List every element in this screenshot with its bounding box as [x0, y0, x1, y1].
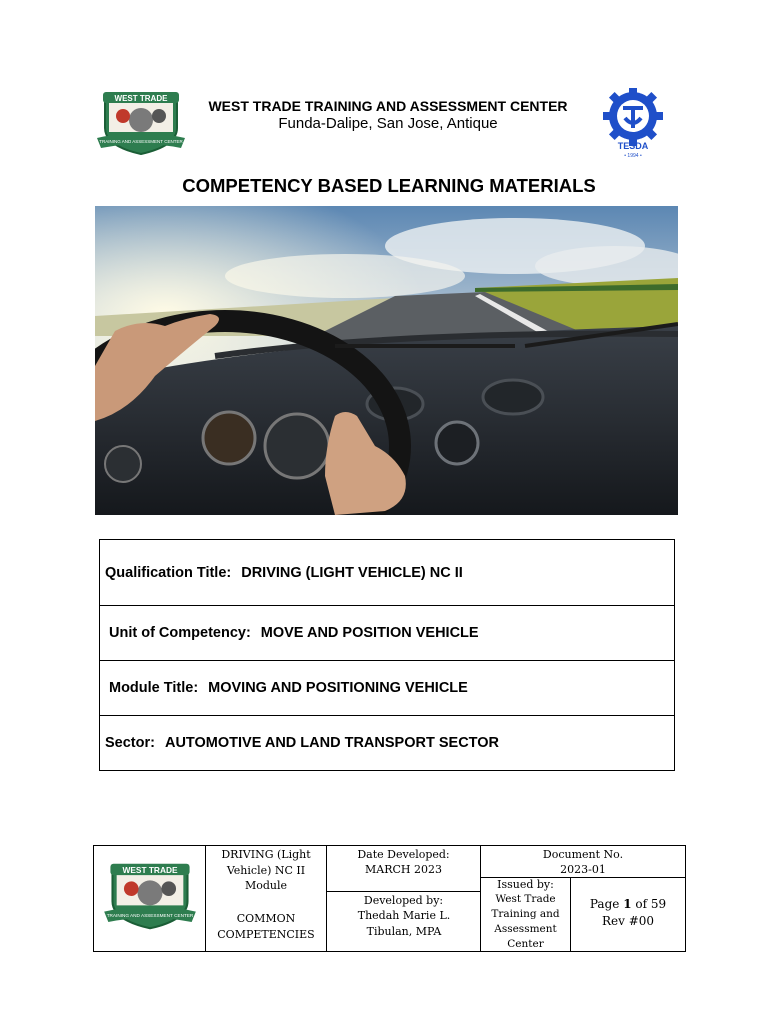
footer-developed-label: Developed by: — [363, 894, 444, 907]
footer-revision: Rev #00 — [601, 914, 655, 928]
footer-page-total: of 59 — [635, 897, 667, 911]
footer-module-name: DRIVING (Light Vehicle) NC II Module — [221, 848, 311, 892]
unit-label: Unit of Competency: — [109, 625, 251, 641]
footer-issued-label: Issued by: — [497, 878, 554, 891]
unit-value: MOVE AND POSITION VEHICLE — [260, 625, 479, 641]
org-address: Funda-Dalipe, San Jose, Antique — [278, 115, 498, 132]
module-label: Module Title: — [109, 680, 199, 696]
qualification-info-table — [99, 539, 675, 771]
footer-page-prefix: Page — [589, 897, 620, 911]
footer-issued-value: West Trade Training and Assessment Center — [491, 893, 560, 950]
org-name: WEST TRADE TRAINING AND ASSESSMENT CENTER — [208, 98, 568, 114]
footer-doc-label: Document No. — [542, 848, 624, 861]
sector-label: Sector: — [105, 735, 155, 751]
footer-doc-value: 2023-01 — [560, 863, 606, 876]
footer-page-number: 1 — [623, 897, 632, 911]
module-value: MOVING AND POSITIONING VEHICLE — [208, 680, 468, 696]
footer-logo — [98, 850, 202, 946]
footer-date-label: Date Developed: — [357, 848, 450, 861]
qualification-value: DRIVING (LIGHT VEHICLE) NC II — [241, 564, 463, 581]
qualification-row — [100, 540, 674, 606]
sector-row — [100, 716, 674, 770]
footer-date-value: MARCH 2023 — [365, 863, 442, 876]
qualification-label: Qualification Title: — [105, 564, 232, 581]
footer-developed-value: Thedah Marie L. Tibulan, MPA — [357, 909, 451, 938]
svg-text:WEST TRADE: WEST TRADE — [122, 865, 178, 876]
svg-text:TESDA: TESDA — [617, 141, 649, 151]
unit-row — [100, 606, 674, 661]
cover-photo-driving — [95, 206, 678, 515]
svg-text:TRAINING AND ASSESSMENT CENTER: TRAINING AND ASSESSMENT CENTER — [106, 912, 194, 918]
svg-text:WEST TRADE: WEST TRADE — [114, 94, 168, 103]
footer-module-sub: COMMON COMPETENCIES — [217, 912, 315, 941]
west-trade-logo — [93, 88, 189, 158]
module-row — [100, 661, 674, 716]
footer-document-control-table — [93, 845, 686, 952]
footer-page-info — [571, 897, 685, 913]
tesda-logo — [602, 88, 664, 158]
document-title: COMPETENCY BASED LEARNING MATERIALS — [182, 175, 596, 196]
svg-text:• 1994 •: • 1994 • — [624, 153, 642, 158]
svg-text:TRAINING AND ASSESSMENT CENTER: TRAINING AND ASSESSMENT CENTER — [99, 139, 183, 144]
sector-value: AUTOMOTIVE AND LAND TRANSPORT SECTOR — [164, 735, 500, 751]
